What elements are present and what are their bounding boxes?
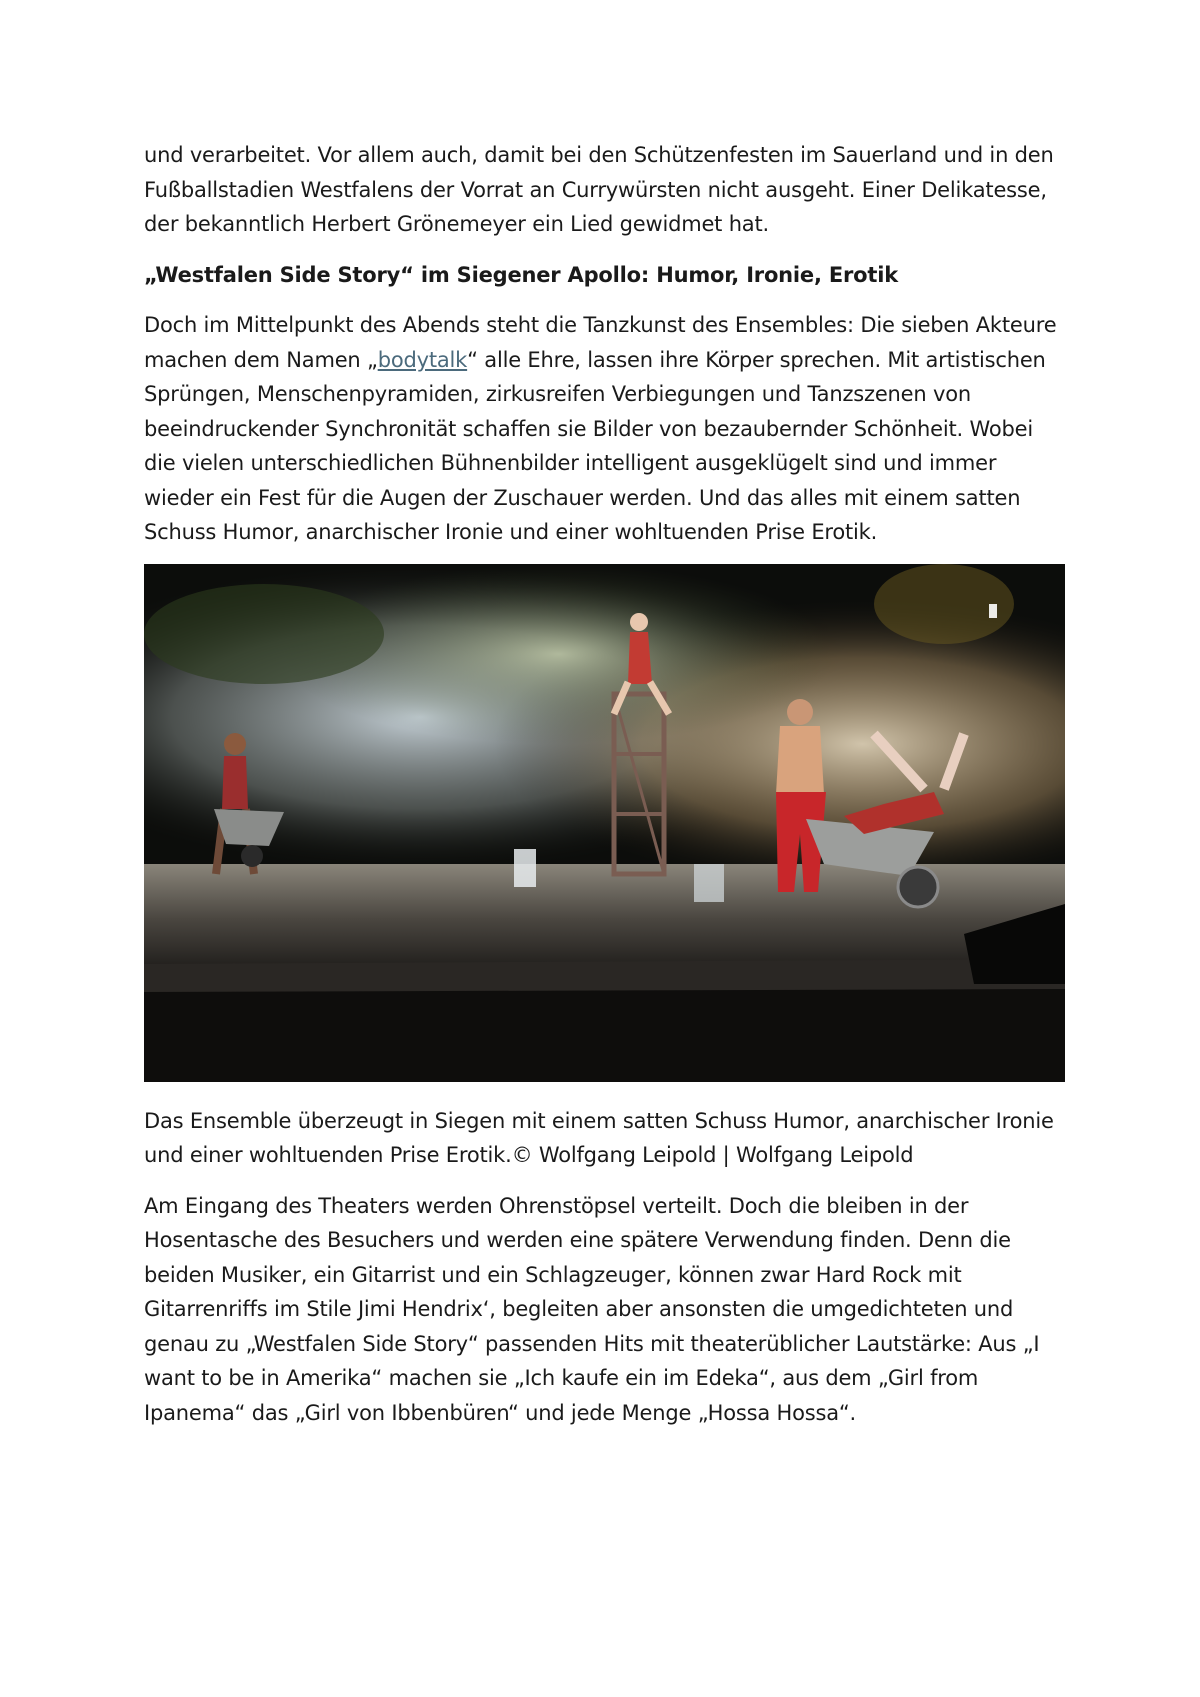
section-heading: „Westfalen Side Story“ im Siegener Apollo: Humor, Ironie, Erotik (144, 262, 898, 287)
paragraph-music: Am Eingang des Theaters werden Ohrenstöpsel verteilt. Doch die bleiben in der Hosentasche des Besuchers und werden eine spätere Verwendung finden. Denn die beiden Musiker, ein Gitarrist und ein Schlagzeuger, können zwar Hard Rock mit Gitarrenriffs im Stile Jimi Hendrix‘, begleiten aber ansonsten die umgedichteten und genau zu „Westfalen Side Story“ passenden Hits mit theaterüblicher Lautstärke: Aus „I want to be in Amerika“ machen sie „Ich kaufe ein im Edeka“, aus dem „Girl from Ipanema“ das „Girl von Ibbenbüren“ und jede Menge „Hossa Hossa“. (144, 1193, 1040, 1425)
paragraph-intro: und verarbeitet. Vor allem auch, damit bei den Schützenfesten im Sauerland und in den Fußballstadien Westfalens der Vorrat an Currywürsten nicht ausgeht. Einer Delikatesse, der bekanntlich Herbert Grönemeyer ein Lied gewidmet hat. (144, 143, 1054, 236)
bodytalk-link[interactable]: bodytalk (377, 347, 468, 372)
paragraph-dance (144, 308, 1064, 550)
article-body (144, 138, 1064, 1430)
image-caption: Das Ensemble überzeugt in Siegen mit einem satten Schuss Humor, anarchischer Ironie und einer wohltuenden Prise Erotik.© Wolfgang Leipold | Wolfgang Leipold (144, 1108, 1054, 1167)
paragraph-dance-text-start: Doch im Mittelpunkt des Abends steht die Tanzkunst des Ensembles: Die sieben Akteure machen dem Namen „ (144, 313, 1057, 372)
stage-photo (144, 564, 1065, 1082)
paragraph-dance-text-end: “ alle Ehre, lassen ihre Körper sprechen. Mit artistischen Sprüngen, Menschenpyramiden, zirkusreifen Verbiegungen und Tanzszenen von beeindruckender Synchronität schaffen sie Bilder von bezaubernder Schönheit. Wobei die vielen unterschiedlichen Bühnenbilder intelligent ausgeklügelt sind und immer wieder ein Fest für die Augen der Zuschauer werden. Und das alles mit einem satten Schuss Humor, anarchischer Ironie und einer wohltuenden Prise Erotik. (144, 347, 1046, 544)
